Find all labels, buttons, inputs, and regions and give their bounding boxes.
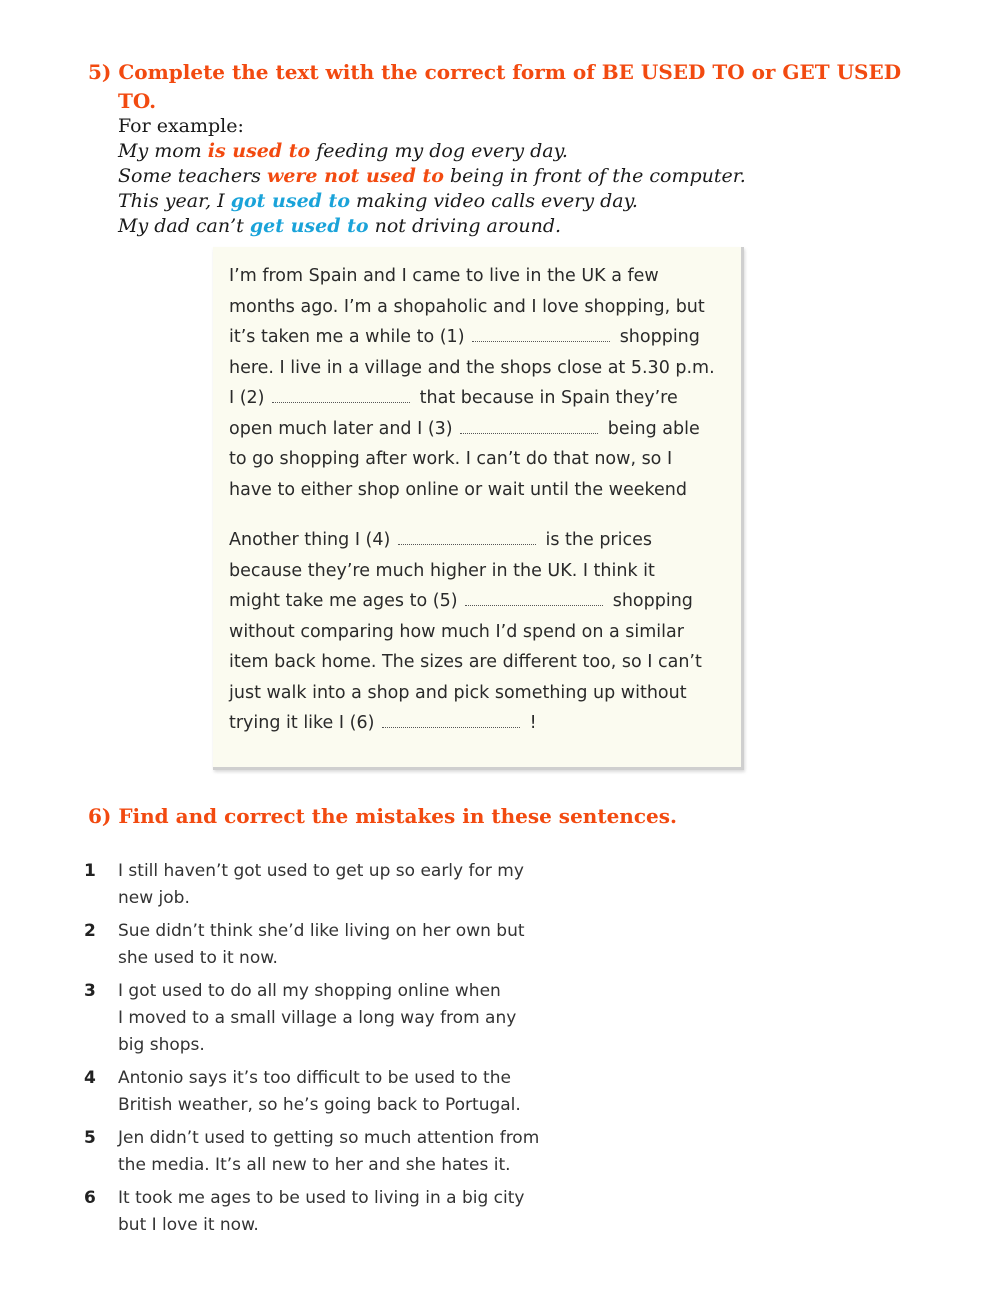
examples-block [118,114,746,239]
example-text: being in front of the computer. [443,165,746,187]
sentence-line: I got used to do all my shopping online when [118,981,501,1001]
text-line: months ago. I’m a shopaholic and I love shopping, but [229,296,705,317]
sentence-line: the media. It’s all new to her and she hates it. [118,1155,511,1175]
example-text: My mom [118,140,208,162]
list-item [84,1185,564,1239]
text-line [229,708,729,739]
example-highlight: got used to [230,190,351,212]
text-fragment: shopping [612,591,693,611]
text-line: here. I live in a village and the shops close at 5.30 p.m. [229,357,715,378]
text-line [229,383,729,414]
text-line: I’m from Spain and I came to live in the UK a few [229,266,659,286]
text-paragraph-1 [229,261,729,505]
sentence-line: Antonio says it’s too difficult to be used to the [118,1068,511,1088]
text-fragment: that because in Spain they’re [419,388,678,408]
text-line [229,322,729,353]
example-sentence-1 [118,139,746,164]
example-text: Some teachers [118,165,267,187]
text-line: have to either shop online or wait until the weekend [229,479,687,500]
exercise-5-heading-line1: 5) Complete the text with the correct form of BE USED TO or GET USED [88,60,902,84]
text-fragment: Another thing I (4) [229,530,391,550]
example-sentence-4 [118,214,746,239]
example-highlight: get used to [249,215,369,237]
text-fragment: might take me ages to (5) [229,591,458,611]
sentence-line: big shops. [118,1035,205,1055]
example-text: My dad can’t [118,215,250,237]
sentence-line: It took me ages to be used to living in a big city [118,1188,525,1208]
sentence-line: she used to it now. [118,948,278,968]
example-sentence-3 [118,189,746,214]
example-text: not driving around. [368,215,562,237]
text-line: to go shopping after work. I can’t do that now, so I [229,449,673,469]
gap-5[interactable] [465,591,603,606]
text-fragment: open much later and I (3) [229,418,453,439]
item-number: 4 [84,1068,96,1088]
gap-3[interactable] [460,419,598,434]
sentence-line: but I love it now. [118,1215,259,1235]
text-fragment: trying it like I (6) [229,713,375,733]
gap-2[interactable] [272,388,410,403]
text-fragment: being able [607,418,700,439]
text-line: because they’re much higher in the UK. I think it [229,560,655,581]
example-highlight: is used to [207,140,311,162]
example-text: This year, I [118,190,231,212]
text-line [229,414,729,445]
exercise-6-heading: 6) Find and correct the mistakes in these sentences. [88,804,677,828]
list-item [84,858,564,912]
sentence-line: Jen didn’t used to getting so much attention from [118,1128,540,1148]
text-line [229,525,729,556]
text-fragment: shopping [619,327,700,347]
example-text: making video calls every day. [350,190,638,212]
item-number: 6 [84,1188,96,1208]
text-line: just walk into a shop and pick something up without [229,682,687,703]
text-line: without comparing how much I’d spend on a similar [229,621,684,642]
text-paragraph-2 [229,525,729,739]
text-line: item back home. The sizes are different too, so I can’t [229,652,702,672]
sentence-line: I still haven’t got used to get up so early for my [118,861,524,881]
list-item [84,1125,564,1179]
example-highlight: were not used to [266,165,444,187]
example-intro: For example: [118,115,244,137]
item-number: 2 [84,921,96,941]
gap-4[interactable] [398,530,536,545]
text-fragment: is the prices [545,530,652,550]
text-line [229,586,729,617]
exercise-5-heading-line2: TO. [118,89,157,113]
list-item [84,918,564,972]
text-fragment: I (2) [229,388,265,408]
exercise-5-heading [88,58,948,116]
item-number: 3 [84,981,96,1001]
sentence-line: British weather, so he’s going back to Portugal. [118,1095,521,1115]
list-item [84,1065,564,1119]
gap-6[interactable] [382,713,520,728]
sentence-line: I moved to a small village a long way from any [118,1008,517,1028]
sentence-line: Sue didn’t think she’d like living on her own but [118,921,525,941]
item-number: 5 [84,1128,96,1148]
gap-1[interactable] [472,327,610,342]
text-fragment: ! [529,713,537,733]
text-fragment: it’s taken me a while to (1) [229,327,465,347]
gap-fill-text-card [213,247,744,770]
sentence-line: new job. [118,888,190,908]
list-item [84,978,564,1059]
mistakes-list [84,858,564,1239]
example-text: feeding my dog every day. [310,140,568,162]
item-number: 1 [84,861,96,881]
example-sentence-2 [118,164,746,189]
